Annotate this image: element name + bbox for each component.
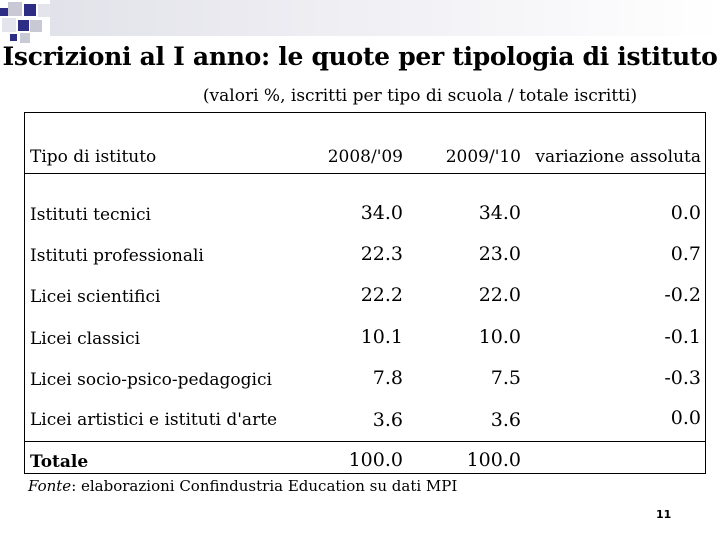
table-cell-2008: 3.6 — [372, 409, 403, 431]
corner-squares-decoration — [0, 0, 60, 45]
table-cell-2008: 7.8 — [372, 367, 403, 389]
table-cell-2008: 34.0 — [360, 202, 403, 224]
table-cell-delta: -0.2 — [664, 284, 701, 306]
table-cell-delta: 0.0 — [670, 407, 701, 429]
table-row-label: Licei scientifici — [30, 287, 161, 307]
table-cell-delta: 0.0 — [670, 202, 701, 224]
table-row-label: Istituti professionali — [30, 246, 204, 266]
total-row-label: Totale — [30, 452, 89, 472]
table-cell-delta: 0.7 — [670, 243, 701, 265]
table-cell-2008: 10.1 — [360, 326, 403, 348]
total-divider — [25, 441, 705, 442]
data-table — [24, 112, 706, 474]
slide-subtitle: (valori %, iscritti per tipo di scuola / totale iscritti) — [202, 86, 638, 106]
slide-title: Iscrizioni al I anno: le quote per tipologia di istituto — [2, 42, 718, 71]
header-band — [50, 0, 720, 36]
source-label: Fonte — [28, 477, 72, 495]
column-header-type: Tipo di istituto — [30, 147, 157, 167]
source-note — [28, 477, 457, 495]
page-number: 11 — [656, 508, 672, 521]
table-cell-2009: 23.0 — [478, 243, 521, 265]
table-cell-2008: 22.3 — [360, 243, 403, 265]
header-divider — [25, 173, 705, 174]
total-cell-2008: 100.0 — [348, 449, 403, 471]
table-cell-2009: 7.5 — [490, 367, 521, 389]
table-row-label: Licei socio-psico-pedagogici — [30, 370, 272, 390]
table-cell-2009: 10.0 — [478, 326, 521, 348]
table-cell-2009: 34.0 — [478, 202, 521, 224]
total-cell-2009: 100.0 — [466, 449, 521, 471]
source-text: : elaborazioni Confindustria Education su dati MPI — [71, 477, 458, 495]
table-cell-delta: -0.3 — [664, 367, 701, 389]
column-header-variation: variazione assoluta — [535, 147, 701, 167]
column-header-2009: 2009/'10 — [445, 147, 521, 167]
table-cell-2009: 3.6 — [490, 409, 521, 431]
table-cell-delta: -0.1 — [664, 326, 701, 348]
table-row-label: Istituti tecnici — [30, 205, 151, 225]
table-row-label: Licei artistici e istituti d'arte — [30, 410, 278, 430]
table-row-label: Licei classici — [30, 329, 141, 349]
column-header-2008: 2008/'09 — [327, 147, 403, 167]
table-cell-2008: 22.2 — [360, 284, 403, 306]
table-cell-2009: 22.0 — [478, 284, 521, 306]
